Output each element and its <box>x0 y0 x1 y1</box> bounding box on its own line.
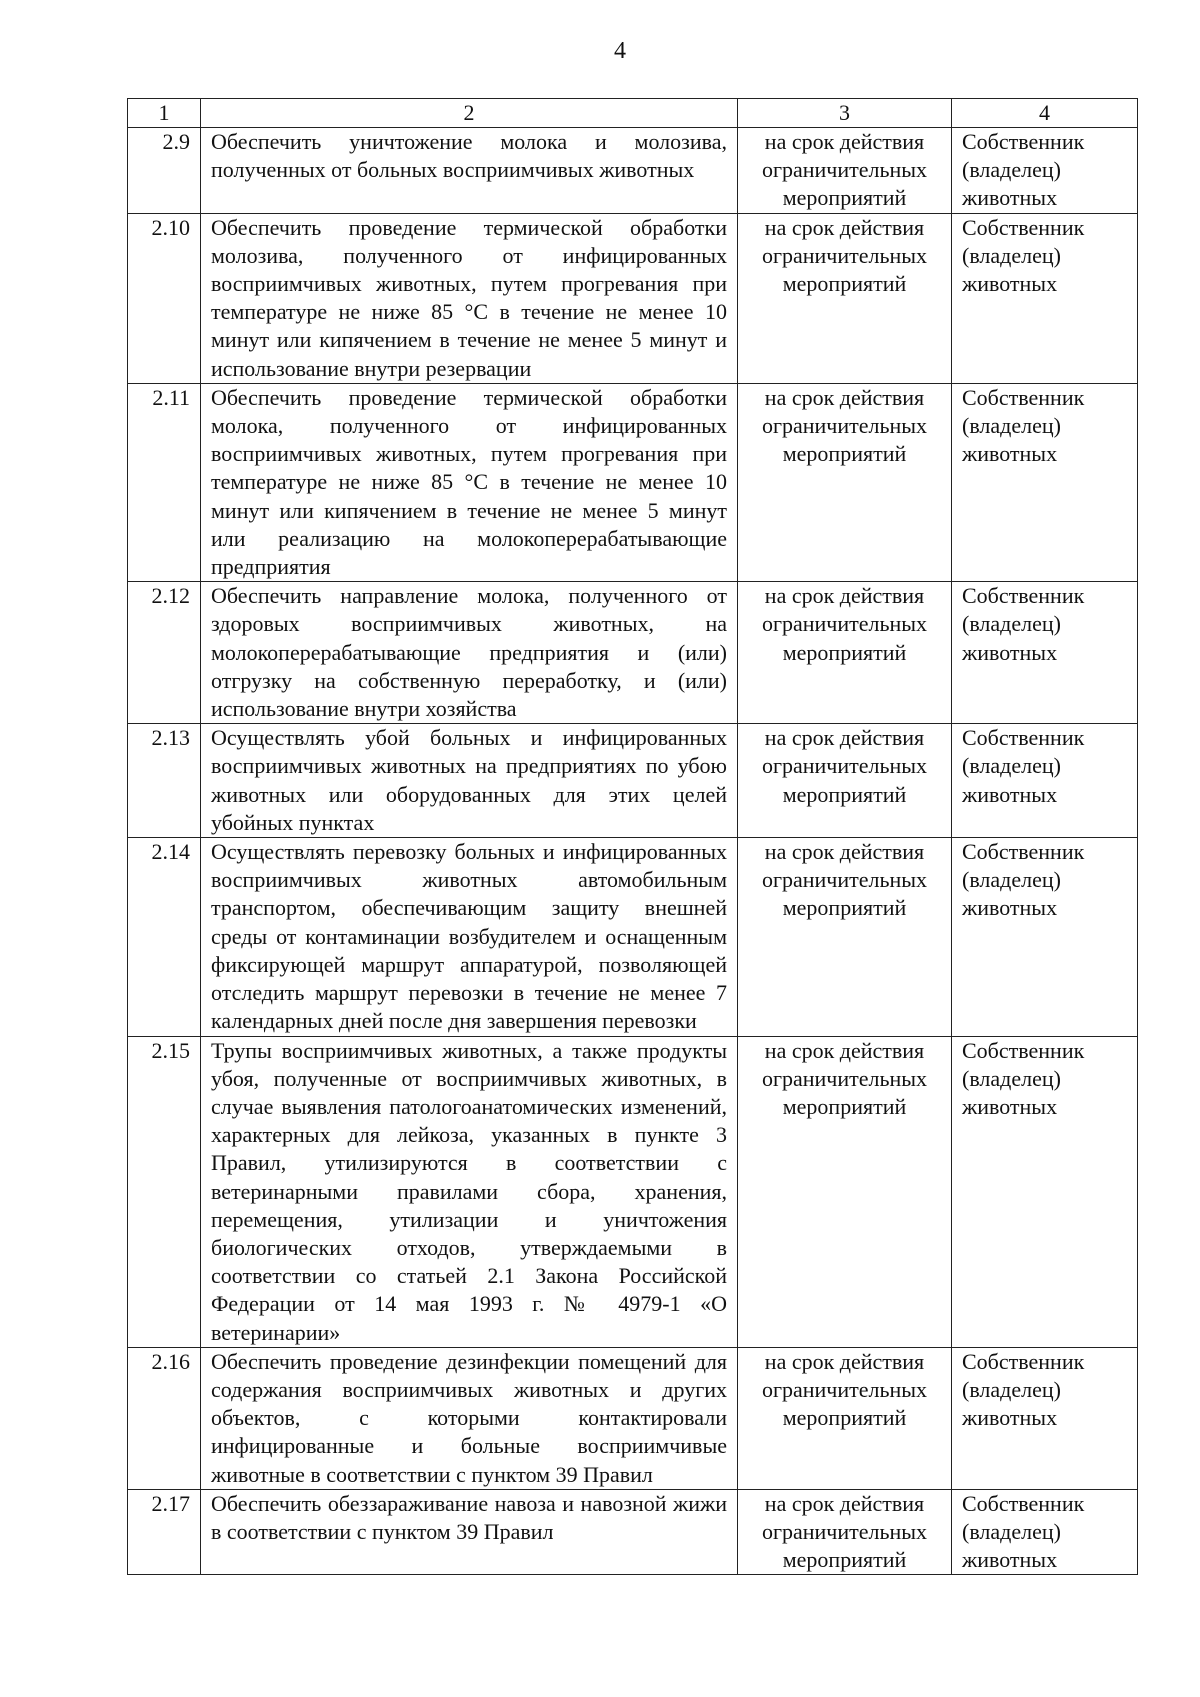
responsible-party: Собственник (владелец) животных <box>952 1489 1138 1575</box>
responsible-party: Собственник (владелец) животных <box>952 128 1138 214</box>
table-row <box>128 213 1138 383</box>
table-row <box>128 724 1138 838</box>
table-row <box>128 1347 1138 1489</box>
table-row <box>128 1036 1138 1347</box>
measure-term: на срок действия ограничительных мероприятий <box>738 582 952 724</box>
measure-term: на срок действия ограничительных мероприятий <box>738 128 952 214</box>
table-row <box>128 128 1138 214</box>
row-number: 2.13 <box>128 724 201 838</box>
responsible-party: Собственник (владелец) животных <box>952 724 1138 838</box>
measure-term: на срок действия ограничительных мероприятий <box>738 213 952 383</box>
row-number: 2.11 <box>128 383 201 581</box>
column-header-4: 4 <box>952 99 1138 128</box>
measure-term: на срок действия ограничительных мероприятий <box>738 1489 952 1575</box>
measure-term: на срок действия ограничительных мероприятий <box>738 724 952 838</box>
measure-description: Трупы восприимчивых животных, а также продукты убоя, полученные от восприимчивых животных, в случае выявления патологоанатомических изменений, характерных для лейкоза, указанных в пункте 3 Правил, утилизируются в соответствии с ветеринарными правилами сбора, хранения, перемещения, утилизации и уничтожения биологических отходов, утверждаемыми в соответствии со статьей 2.1 Закона Российской Федерации от 14 мая 1993 г. № 4979-1 «О ветеринарии» <box>201 1036 738 1347</box>
measure-term: на срок действия ограничительных мероприятий <box>738 1036 952 1347</box>
table-row <box>128 383 1138 581</box>
responsible-party: Собственник (владелец) животных <box>952 213 1138 383</box>
responsible-party: Собственник (владелец) животных <box>952 1347 1138 1489</box>
page-number: 4 <box>614 38 626 64</box>
measure-description: Обеспечить проведение дезинфекции помещений для содержания восприимчивых животных и других объектов, с которыми контактировали инфицированные и больные восприимчивые животные в соответствии с пунктом 39 Правил <box>201 1347 738 1489</box>
measure-description: Обеспечить проведение термической обработки молока, полученного от инфицированных восприимчивых животных, путем прогревания при температуре не ниже 85 °С в течение не менее 10 минут или кипячением в течение не менее 5 минут или реализацию на молокоперерабатывающие предприятия <box>201 383 738 581</box>
responsible-party: Собственник (владелец) животных <box>952 383 1138 581</box>
row-number: 2.15 <box>128 1036 201 1347</box>
row-number: 2.9 <box>128 128 201 214</box>
measure-term: на срок действия ограничительных мероприятий <box>738 1347 952 1489</box>
row-number: 2.17 <box>128 1489 201 1575</box>
measure-description: Обеспечить проведение термической обработки молозива, полученного от инфицированных восприимчивых животных, путем прогревания при температуре не ниже 85 °С в течение не менее 10 минут или кипячением в течение не менее 5 минут и использование внутри резервации <box>201 213 738 383</box>
row-number: 2.12 <box>128 582 201 724</box>
measure-description: Осуществлять убой больных и инфицированных восприимчивых животных на предприятиях по убою животных или оборудованных для этих целей убойных пунктах <box>201 724 738 838</box>
column-header-2: 2 <box>201 99 738 128</box>
row-number: 2.10 <box>128 213 201 383</box>
measure-description: Обеспечить обеззараживание навоза и навозной жижи в соответствии с пунктом 39 Правил <box>201 1489 738 1575</box>
measure-term: на срок действия ограничительных мероприятий <box>738 838 952 1036</box>
table-row <box>128 1489 1138 1575</box>
table-row <box>128 582 1138 724</box>
measures-table <box>127 98 1138 1575</box>
row-number: 2.14 <box>128 838 201 1036</box>
responsible-party: Собственник (владелец) животных <box>952 1036 1138 1347</box>
table-row <box>128 838 1138 1036</box>
measure-term: на срок действия ограничительных мероприятий <box>738 383 952 581</box>
responsible-party: Собственник (владелец) животных <box>952 838 1138 1036</box>
measure-description: Осуществлять перевозку больных и инфицированных восприимчивых животных автомобильным транспортом, обеспечивающим защиту внешней среды от контаминации возбудителем и оснащенным фиксирующей маршрут аппаратурой, позволяющей отследить маршрут перевозки в течение не менее 7 календарных дней после дня завершения перевозки <box>201 838 738 1036</box>
column-header-3: 3 <box>738 99 952 128</box>
measure-description: Обеспечить направление молока, полученного от здоровых восприимчивых животных, на молокоперерабатывающие предприятия и (или) отгрузку на собственную переработку, и (или) использование внутри хозяйства <box>201 582 738 724</box>
column-header-1: 1 <box>128 99 201 128</box>
table-header-row <box>128 99 1138 128</box>
measure-description: Обеспечить уничтожение молока и молозива, полученных от больных восприимчивых животных <box>201 128 738 214</box>
responsible-party: Собственник (владелец) животных <box>952 582 1138 724</box>
row-number: 2.16 <box>128 1347 201 1489</box>
